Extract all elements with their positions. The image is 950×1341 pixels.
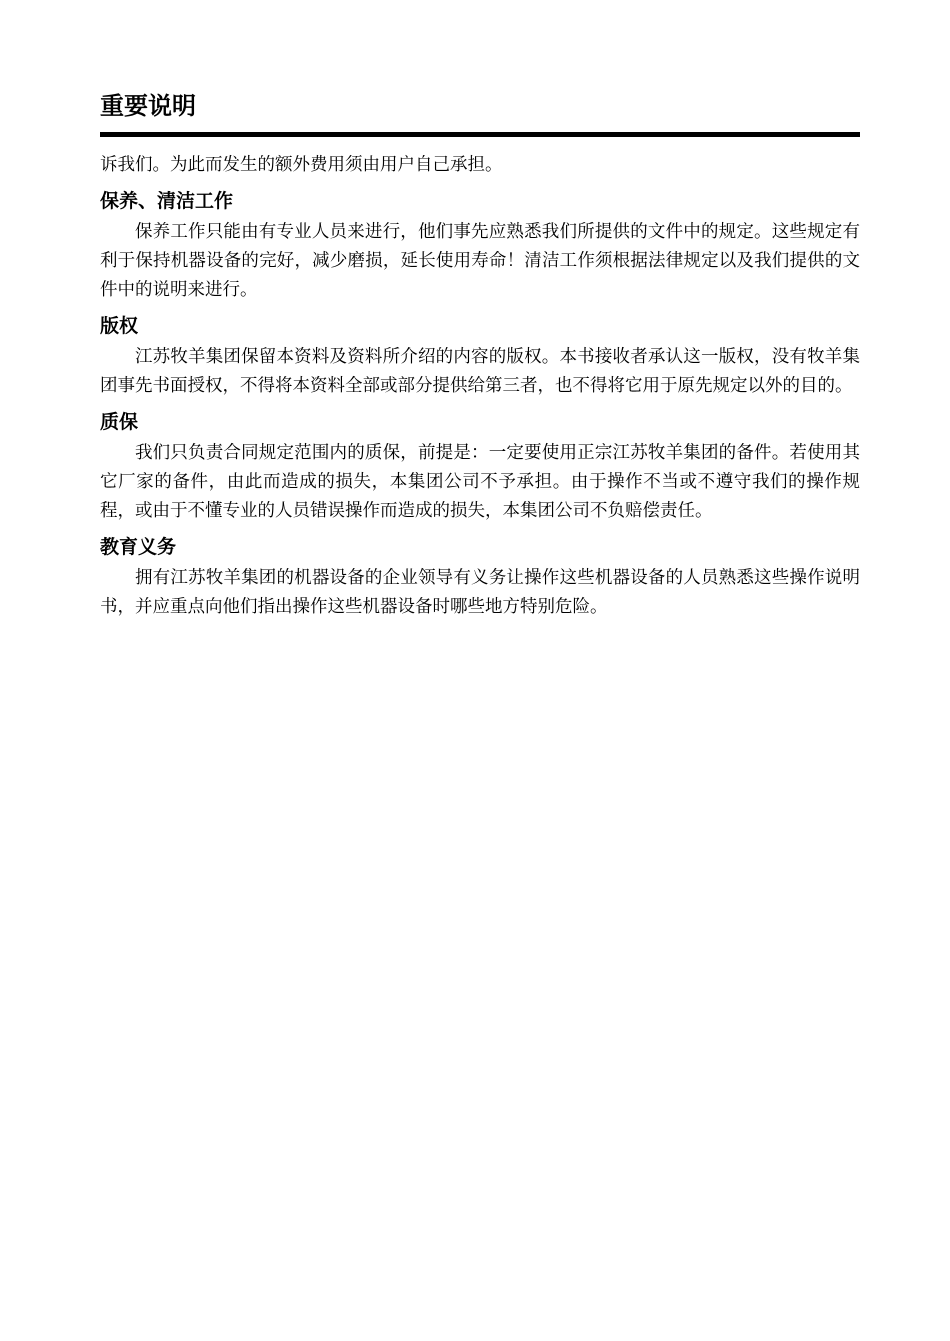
section-body-maintenance: 保养工作只能由有专业人员来进行，他们事先应熟悉我们所提供的文件中的规定。这些规定有利于保持机器设备的完好，减少磨损，延长使用寿命！清洁工作须根据法律规定以及我们提供的文件中的说明来进行。 [100,222,860,300]
section-body-training: 拥有江苏牧羊集团的机器设备的企业领导有义务让操作这些机器设备的人员熟悉这些操作说明书，并应重点向他们指出操作这些机器设备时哪些地方特别危险。 [100,568,860,617]
title-divider [100,132,860,137]
section-training [100,533,860,622]
intro-paragraph: 诉我们。为此而发生的额外费用须由用户自己承担。 [100,155,503,175]
section-heading-warranty: 质保 [100,411,139,433]
section-body-copyright: 江苏牧羊集团保留本资料及资料所介绍的内容的版权。本书接收者承认这一版权，没有牧羊集团事先书面授权，不得将本资料全部或部分提供给第三者，也不得将它用于原先规定以外的目的。 [100,347,860,396]
section-heading-copyright: 版权 [100,315,139,337]
section-maintenance [100,187,860,305]
section-heading-maintenance: 保养、清洁工作 [100,190,234,212]
page-title: 重要说明 [100,92,196,120]
document-page [100,88,860,622]
section-copyright [100,312,860,401]
section-body-warranty: 我们只负责合同规定范围内的质保，前提是：一定要使用正宗江苏牧羊集团的备件。若使用其它厂家的备件，由此而造成的损失，本集团公司不予承担。由于操作不当或不遵守我们的操作规程，或由于不懂专业的人员错误操作而造成的损失，本集团公司不负赔偿责任。 [100,443,860,521]
section-warranty [100,408,860,526]
section-heading-training: 教育义务 [100,536,177,558]
